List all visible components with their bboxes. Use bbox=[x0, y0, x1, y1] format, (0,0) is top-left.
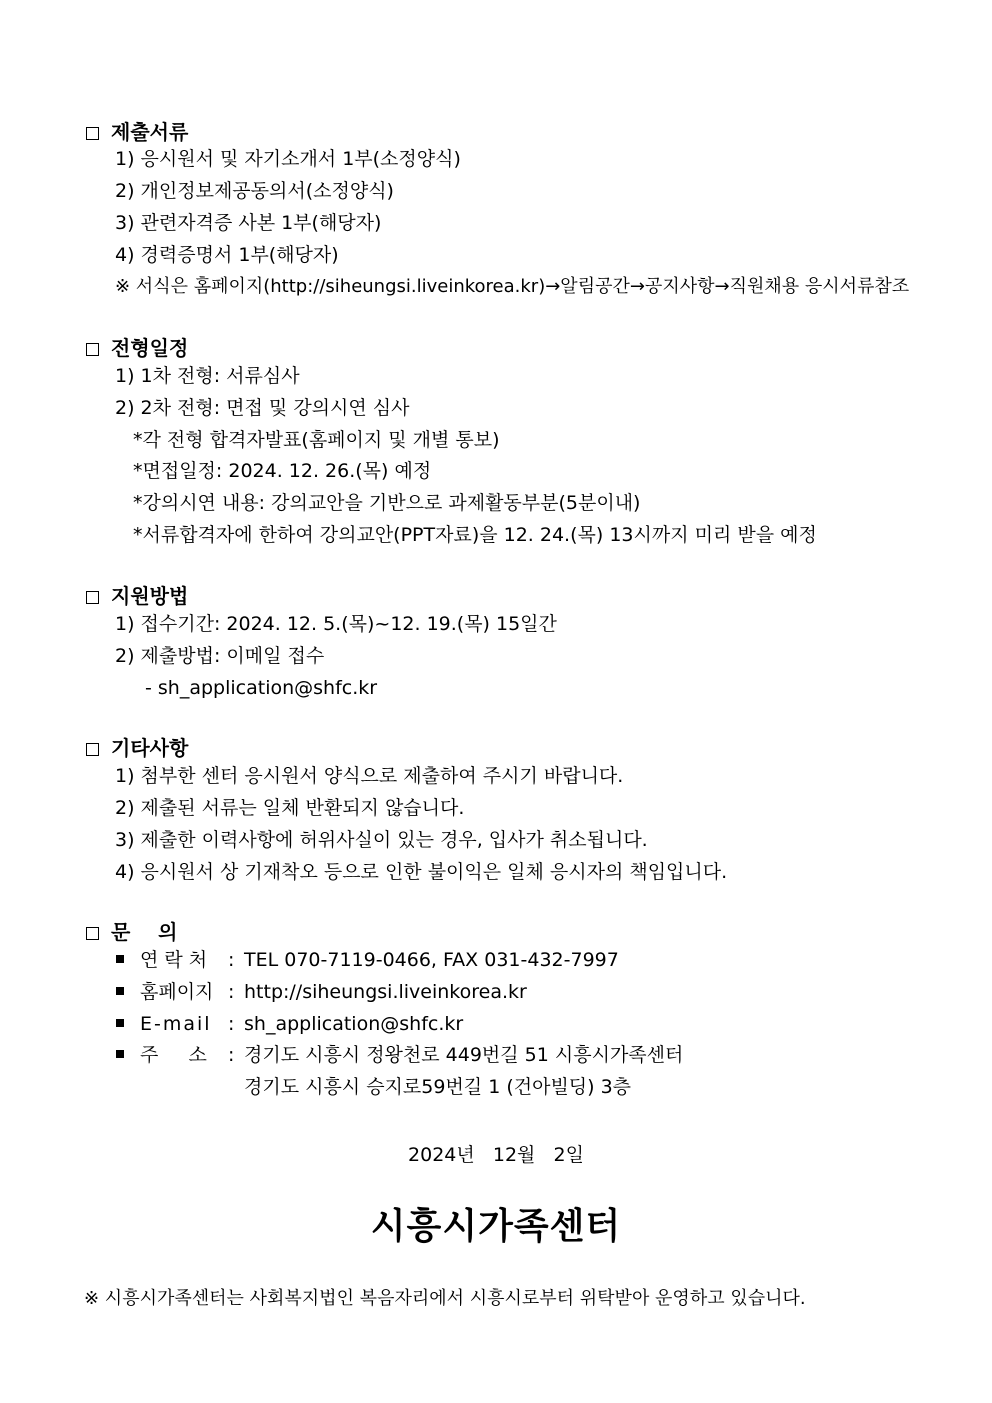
schedule-note: *서류합격자에 한하여 강의교안(PPT자료)을 12. 24.(목) 13시까지 미리 받을 예정 bbox=[133, 524, 817, 546]
list-item: 3) 관련자격증 사본 1부(해당자) bbox=[115, 212, 382, 234]
square-bullet-icon bbox=[116, 955, 124, 963]
contact-colon: : bbox=[228, 1013, 235, 1035]
form-note: ※ 서식은 홈페이지(http://siheungsi.liveinkorea.kr)→알림공간→공지사항→직원채용 응시서류참조 bbox=[115, 276, 910, 297]
contact-label: 홈페이지 bbox=[140, 981, 214, 1003]
list-item: 4) 경력증명서 1부(해당자) bbox=[115, 244, 339, 266]
list-item: 4) 응시원서 상 기재착오 등으로 인한 불이익은 일체 응시자의 책임입니다. bbox=[115, 861, 728, 883]
contact-colon: : bbox=[228, 949, 235, 971]
checkbox-square-icon bbox=[86, 927, 99, 940]
contact-value: TEL 070-7119-0466, FAX 031-432-7997 bbox=[244, 949, 619, 971]
contact-label: 연 락 처 bbox=[140, 949, 208, 971]
contact-email-row bbox=[116, 1012, 464, 1036]
contact-value: 경기도 시흥시 정왕천로 449번길 51 시흥시가족센터 bbox=[244, 1044, 684, 1066]
apply-email: - sh_application@shfc.kr bbox=[145, 677, 378, 699]
list-item: 3) 제출한 이력사항에 허위사실이 있는 경우, 입사가 취소됩니다. bbox=[115, 829, 648, 851]
square-bullet-icon bbox=[116, 1050, 124, 1058]
section-apply-title: 지원방법 bbox=[86, 580, 188, 609]
checkbox-square-icon bbox=[86, 127, 99, 140]
homepage-link[interactable]: http://siheungsi.liveinkorea.kr bbox=[244, 981, 527, 1003]
section-documents-title: 제출서류 bbox=[86, 116, 188, 145]
contact-homepage-row bbox=[116, 980, 527, 1004]
section-schedule-title: 전형일정 bbox=[86, 332, 188, 361]
contact-label: E-mail bbox=[140, 1013, 212, 1035]
contact-address-row bbox=[116, 1043, 684, 1067]
schedule-note: *면접일정: 2024. 12. 26.(목) 예정 bbox=[133, 460, 432, 482]
contact-phone-row bbox=[116, 948, 619, 972]
list-item: 1) 접수기간: 2024. 12. 5.(목)~12. 19.(목) 15일간 bbox=[115, 613, 557, 635]
list-item: 2) 제출된 서류는 일체 반환되지 않습니다. bbox=[115, 797, 465, 819]
checkbox-square-icon bbox=[86, 591, 99, 604]
schedule-note: *각 전형 합격자발표(홈페이지 및 개별 통보) bbox=[133, 429, 500, 451]
address-line-2: 경기도 시흥시 승지로59번길 1 (건아빌딩) 3층 bbox=[244, 1076, 632, 1098]
contact-colon: : bbox=[228, 981, 235, 1003]
section-inquiry-title: 문 의 bbox=[86, 916, 178, 945]
contact-label: 주 소 bbox=[140, 1044, 207, 1066]
square-bullet-icon bbox=[116, 1019, 124, 1027]
announcement-date: 2024년 12월 2일 bbox=[408, 1144, 584, 1166]
section-etc-title: 기타사항 bbox=[86, 732, 188, 761]
list-item: 1) 1차 전형: 서류심사 bbox=[115, 365, 300, 387]
list-item: 2) 2차 전형: 면접 및 강의시연 심사 bbox=[115, 397, 410, 419]
list-item: 1) 응시원서 및 자기소개서 1부(소정양식) bbox=[115, 148, 461, 170]
list-item: 2) 개인정보제공동의서(소정양식) bbox=[115, 180, 394, 202]
list-item: 2) 제출방법: 이메일 접수 bbox=[115, 645, 325, 667]
schedule-note: *강의시연 내용: 강의교안을 기반으로 과제활동부분(5분이내) bbox=[133, 492, 641, 514]
checkbox-square-icon bbox=[86, 343, 99, 356]
square-bullet-icon bbox=[116, 987, 124, 995]
checkbox-square-icon bbox=[86, 743, 99, 756]
list-item: 1) 첨부한 센터 응시원서 양식으로 제출하여 주시기 바랍니다. bbox=[115, 765, 624, 787]
contact-colon: : bbox=[228, 1044, 235, 1066]
footnote: ※ 시흥시가족센터는 사회복지법인 복음자리에서 시흥시로부터 위탁받아 운영하고 있습니다. bbox=[84, 1288, 806, 1309]
organization-name: 시흥시가족센터 bbox=[370, 1206, 622, 1247]
email-link[interactable]: sh_application@shfc.kr bbox=[244, 1013, 464, 1035]
